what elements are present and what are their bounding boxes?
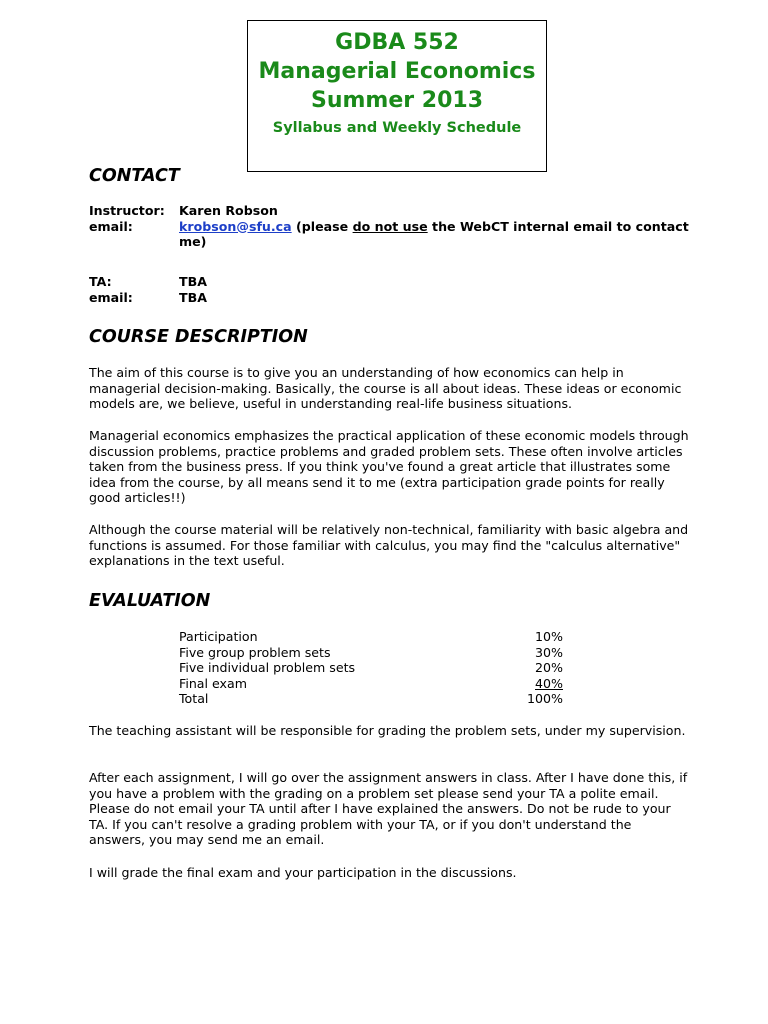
- evaluation-total-percent: 100%: [526, 691, 563, 707]
- evaluation-total-label: Total: [179, 691, 209, 707]
- instructor-email-value: [179, 219, 689, 250]
- evaluation-total-row: [179, 691, 569, 707]
- evaluation-item: Five individual problem sets: [179, 660, 356, 676]
- evaluation-percent: 30%: [535, 644, 563, 660]
- description-paragraph-2: Managerial economics emphasizes the practical application of these economic models through discussion problems, practice problems and graded problem sets. These often involve articles taken from the business press. If you think you've found a great article that illustrates some idea from the course, by all means send it to me (extra participation grade points for really good articles!!): [89, 428, 689, 506]
- ta-label: TA:: [89, 274, 112, 289]
- course-description-heading: COURSE DESCRIPTION: [89, 327, 308, 347]
- course-subtitle: Syllabus and Weekly Schedule: [272, 120, 522, 136]
- evaluation-percent: 10%: [535, 629, 563, 644]
- instructor-label: Instructor:: [89, 203, 165, 218]
- evaluation-item: Final exam: [179, 675, 247, 691]
- instructor-email-label: email:: [89, 218, 133, 234]
- evaluation-percent: 40%: [535, 675, 563, 691]
- evaluation-item: Participation: [179, 629, 258, 644]
- evaluation-item: Five group problem sets: [179, 644, 331, 660]
- instructor-email-link[interactable]: krobson@sfu.ca: [179, 218, 292, 234]
- ta-email: TBA: [179, 289, 207, 305]
- email-note-underlined: do not use: [352, 218, 428, 234]
- description-paragraph-1: The aim of this course is to give you an understanding of how economics can help in managerial decision-making. Basically, the course is all about ideas. These ideas or economic models are, we believe, useful in understanding real-life business situations.: [89, 365, 682, 412]
- evaluation-row: [179, 629, 569, 645]
- email-note-pre: (please: [291, 218, 353, 234]
- title-box: [247, 20, 547, 172]
- ta-email-label: email:: [89, 289, 133, 305]
- instructor-name: Karen Robson: [179, 203, 278, 218]
- evaluation-row: [179, 660, 569, 676]
- evaluation-row: [179, 645, 569, 661]
- course-name: Managerial Economics: [258, 59, 536, 84]
- description-paragraph-3: Although the course material will be relatively non-technical, familiarity with basic algebra and functions is assumed. For those familiar with calculus, you may find the "calculus alternative" explanations in the text useful.: [89, 522, 689, 569]
- evaluation-table: [179, 629, 569, 707]
- email-note-post: the WebCT internal email to contact me): [179, 218, 689, 250]
- evaluation-heading: EVALUATION: [89, 591, 211, 611]
- ta-name: TBA: [179, 274, 207, 289]
- evaluation-paragraph-2: After each assignment, I will go over the assignment answers in class. After I have done this, if you have a problem with the grading on a problem set please send your TA a polite email. Please do not email your TA until after I have explained the answers. Do not be rude to your TA. If you can't resolve a grading problem with your TA, or if you don't understand the answers, you may send me an email.: [89, 770, 688, 848]
- evaluation-paragraph-3: I will grade the final exam and your participation in the discussions.: [89, 865, 517, 880]
- contact-heading: CONTACT: [89, 166, 180, 186]
- course-code: GDBA 552: [335, 30, 459, 55]
- instructor-contact: [89, 203, 689, 250]
- ta-contact: [89, 274, 689, 305]
- evaluation-percent: 20%: [535, 660, 563, 676]
- course-term: Summer 2013: [310, 88, 483, 113]
- evaluation-row: [179, 676, 569, 692]
- evaluation-paragraph-1: The teaching assistant will be responsible for grading the problem sets, under my supervision.: [89, 723, 686, 738]
